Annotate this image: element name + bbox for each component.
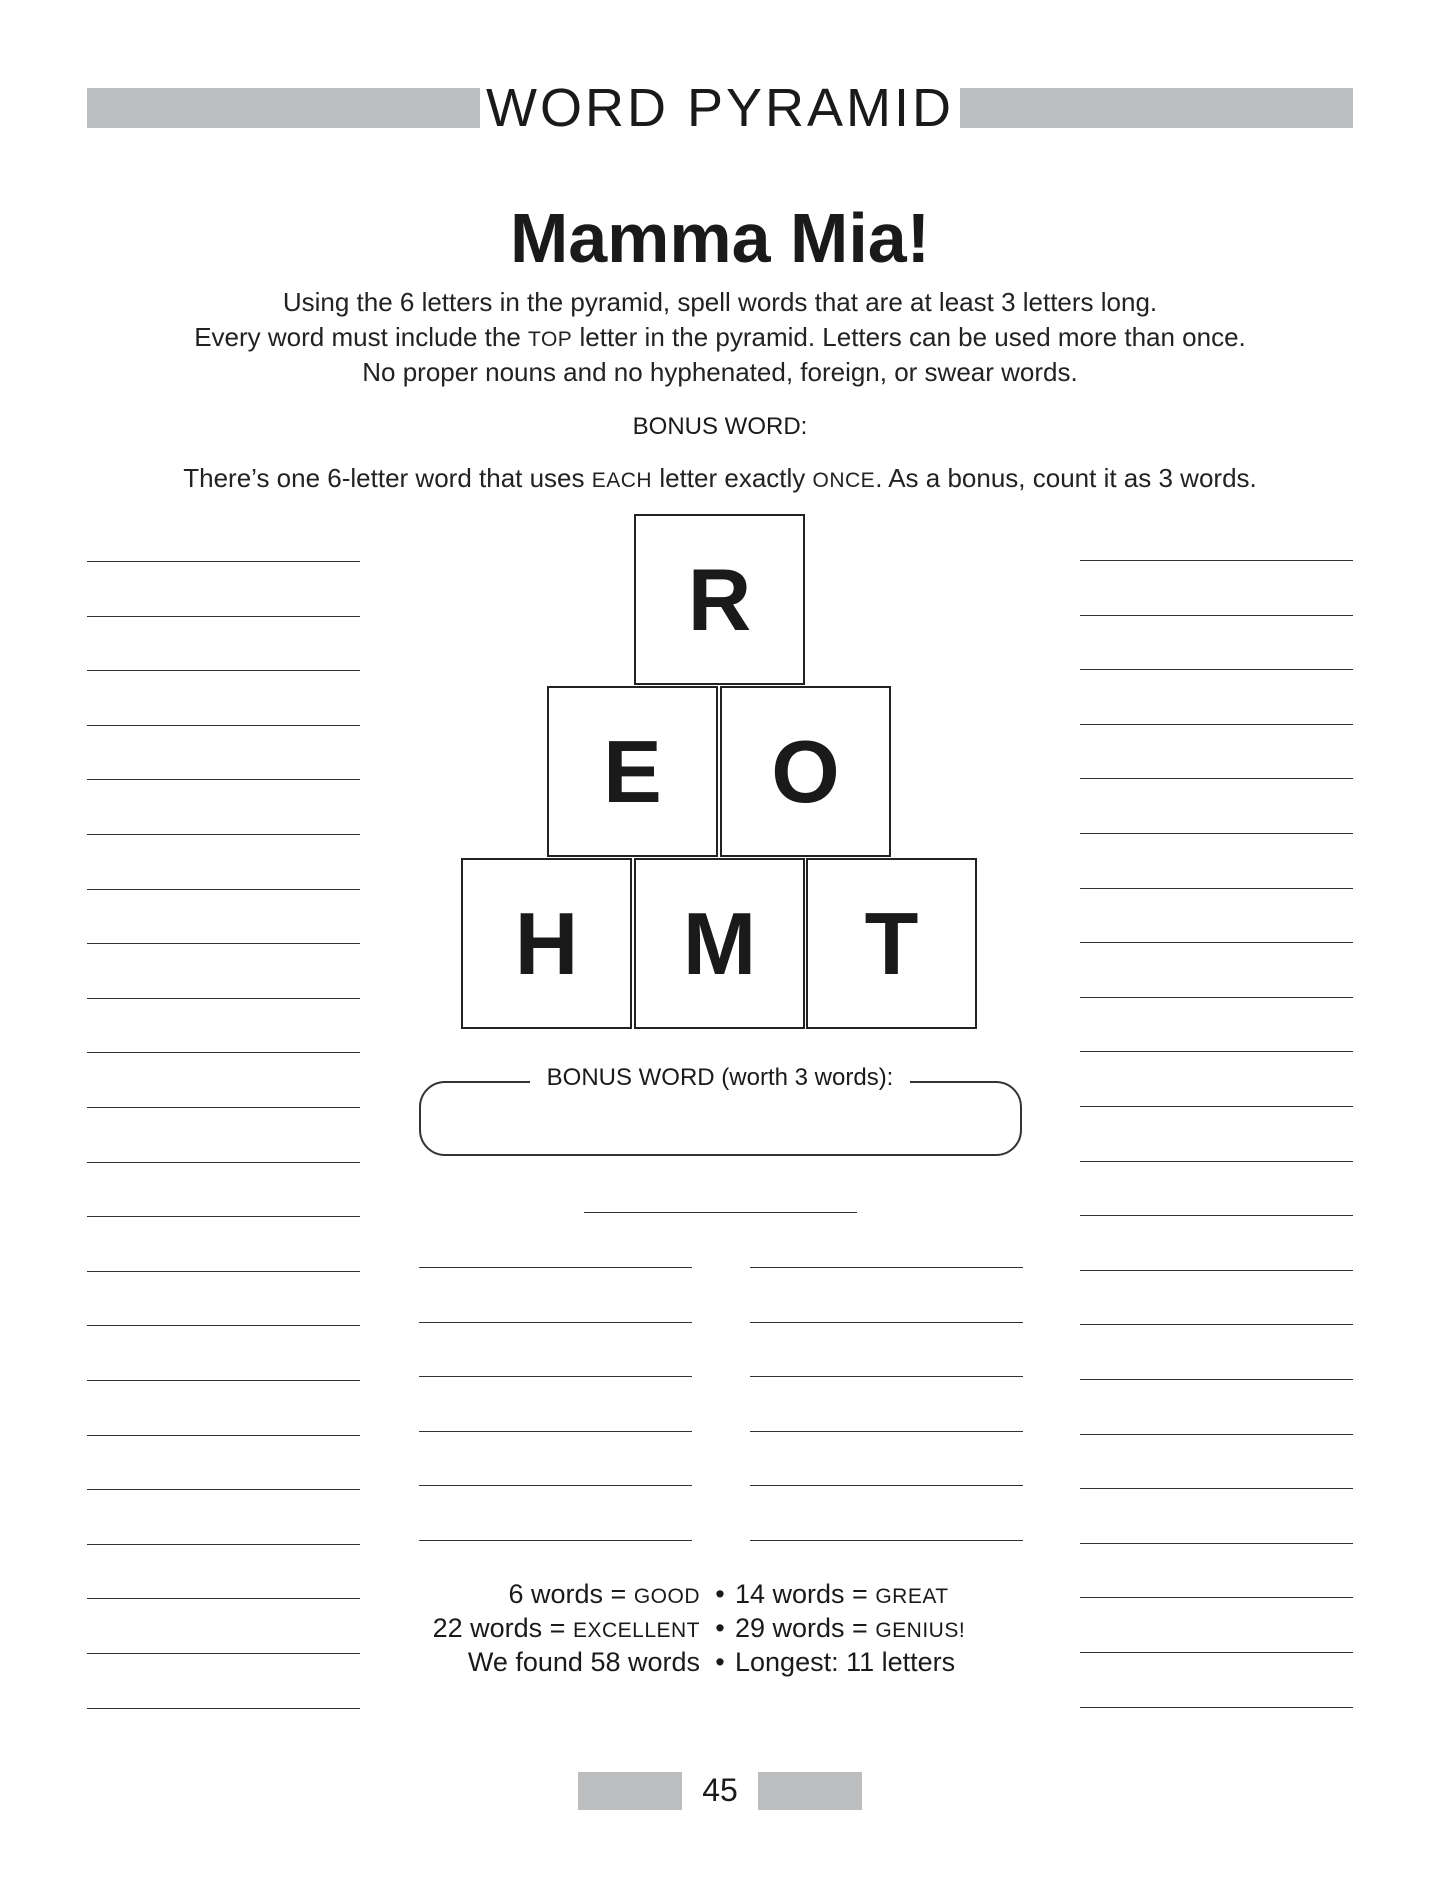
answer-line[interactable] bbox=[87, 889, 360, 890]
answer-line[interactable] bbox=[419, 1322, 692, 1323]
longest-word: Longest: 11 letters bbox=[735, 1647, 956, 1677]
answer-line[interactable] bbox=[584, 1212, 857, 1213]
answer-line[interactable] bbox=[1080, 888, 1353, 889]
score-separator: • bbox=[715, 1613, 725, 1643]
pyramid-cell-bottom-middle: M bbox=[634, 858, 805, 1029]
answer-line[interactable] bbox=[1080, 1106, 1353, 1107]
score-good-rank: GOOD bbox=[633, 1585, 700, 1608]
bonus-description bbox=[0, 461, 1440, 498]
instruction-line-1: Using the 6 letters in the pyramid, spell words that are at least 3 letters long. bbox=[282, 287, 1158, 317]
score-separator: • bbox=[715, 1647, 725, 1677]
answer-line[interactable] bbox=[1080, 1051, 1353, 1052]
answer-line[interactable] bbox=[1080, 1597, 1353, 1598]
answer-line[interactable] bbox=[1080, 615, 1353, 616]
score-genius-count: 29 words = bbox=[735, 1613, 876, 1643]
answer-line[interactable] bbox=[1080, 560, 1353, 561]
answer-line[interactable] bbox=[1080, 1707, 1353, 1708]
bonus-desc-start: There’s one 6-letter word that uses bbox=[183, 463, 592, 493]
pyramid-cell-bottom-right: T bbox=[806, 858, 977, 1029]
answer-line[interactable] bbox=[1080, 833, 1353, 834]
pyramid-cell-middle-left: E bbox=[547, 686, 718, 857]
score-great-count: 14 words = bbox=[735, 1579, 876, 1609]
answer-line[interactable] bbox=[87, 779, 360, 780]
answer-line[interactable] bbox=[87, 834, 360, 835]
footer-bar-left bbox=[578, 1772, 682, 1810]
answer-line[interactable] bbox=[419, 1376, 692, 1377]
answer-line[interactable] bbox=[87, 1162, 360, 1163]
header-title: WORD PYRAMID bbox=[486, 78, 954, 138]
answer-line[interactable] bbox=[419, 1540, 692, 1541]
answer-line[interactable] bbox=[87, 1325, 360, 1326]
answer-line[interactable] bbox=[419, 1485, 692, 1486]
answer-line[interactable] bbox=[87, 1544, 360, 1545]
instruction-line-2-end: letter in the pyramid. Letters can be used more than once. bbox=[572, 322, 1246, 352]
answer-line[interactable] bbox=[1080, 942, 1353, 943]
instruction-line-2 bbox=[0, 320, 1440, 357]
answer-line[interactable] bbox=[419, 1267, 692, 1268]
pyramid-cell-middle-right: O bbox=[720, 686, 891, 857]
score-good-count: 6 words = bbox=[508, 1579, 634, 1609]
score-genius bbox=[735, 1611, 965, 1648]
bonus-desc-end: . As a bonus, count it as 3 words. bbox=[875, 463, 1257, 493]
answer-line[interactable] bbox=[87, 1380, 360, 1381]
score-good bbox=[509, 1577, 700, 1614]
answer-line[interactable] bbox=[87, 1435, 360, 1436]
answer-line[interactable] bbox=[750, 1376, 1023, 1377]
answer-line[interactable] bbox=[419, 1431, 692, 1432]
answer-line[interactable] bbox=[1080, 1652, 1353, 1653]
words-found: We found 58 words bbox=[467, 1647, 700, 1677]
pyramid-cell-bottom-left: H bbox=[461, 858, 632, 1029]
instruction-line-2-start: Every word must include the bbox=[194, 322, 528, 352]
answer-line[interactable] bbox=[87, 1052, 360, 1053]
score-separator: • bbox=[715, 1579, 725, 1609]
answer-line[interactable] bbox=[1080, 778, 1353, 779]
instruction-line-3: No proper nouns and no hyphenated, foreign, or swear words. bbox=[362, 357, 1078, 387]
answer-line[interactable] bbox=[1080, 1379, 1353, 1380]
answer-line[interactable] bbox=[1080, 1215, 1353, 1216]
answer-line[interactable] bbox=[87, 670, 360, 671]
answer-line[interactable] bbox=[750, 1540, 1023, 1541]
answer-line[interactable] bbox=[1080, 1543, 1353, 1544]
answer-line[interactable] bbox=[1080, 1270, 1353, 1271]
page-number: 45 bbox=[702, 1772, 738, 1808]
answer-line[interactable] bbox=[750, 1267, 1023, 1268]
answer-line[interactable] bbox=[87, 1271, 360, 1272]
answer-line[interactable] bbox=[1080, 1434, 1353, 1435]
bonus-word-label: BONUS WORD (worth 3 words): bbox=[530, 1061, 910, 1095]
answer-line[interactable] bbox=[750, 1322, 1023, 1323]
bonus-desc-each: EACH bbox=[591, 469, 653, 492]
answer-line[interactable] bbox=[87, 1653, 360, 1654]
answer-line[interactable] bbox=[87, 1216, 360, 1217]
page-title: Mamma Mia! bbox=[509, 199, 931, 277]
answer-line[interactable] bbox=[1080, 997, 1353, 998]
answer-line[interactable] bbox=[1080, 1161, 1353, 1162]
answer-line[interactable] bbox=[750, 1431, 1023, 1432]
answer-line[interactable] bbox=[87, 943, 360, 944]
score-excellent-count: 22 words = bbox=[432, 1613, 573, 1643]
answer-line[interactable] bbox=[87, 1489, 360, 1490]
answer-line[interactable] bbox=[1080, 669, 1353, 670]
bonus-desc-middle: letter exactly bbox=[652, 463, 813, 493]
bonus-heading: BONUS WORD: bbox=[632, 413, 808, 440]
score-excellent-rank: EXCELLENT bbox=[572, 1619, 700, 1642]
score-great-rank: GREAT bbox=[875, 1585, 949, 1608]
instruction-top-word: TOP bbox=[528, 328, 573, 351]
answer-line[interactable] bbox=[750, 1485, 1023, 1486]
answer-line[interactable] bbox=[87, 1708, 360, 1709]
answer-line[interactable] bbox=[87, 725, 360, 726]
answer-line[interactable] bbox=[87, 561, 360, 562]
answer-line[interactable] bbox=[1080, 1488, 1353, 1489]
footer-bar-right bbox=[758, 1772, 862, 1810]
answer-line[interactable] bbox=[87, 616, 360, 617]
answer-line[interactable] bbox=[87, 1598, 360, 1599]
answer-line[interactable] bbox=[1080, 724, 1353, 725]
score-excellent bbox=[433, 1611, 700, 1648]
score-genius-rank: GENIUS! bbox=[875, 1619, 966, 1642]
answer-line[interactable] bbox=[1080, 1324, 1353, 1325]
score-great bbox=[735, 1577, 949, 1614]
pyramid-cell-top: R bbox=[634, 514, 805, 685]
answer-line[interactable] bbox=[87, 998, 360, 999]
answer-line[interactable] bbox=[87, 1107, 360, 1108]
bonus-desc-once: ONCE bbox=[812, 469, 876, 492]
